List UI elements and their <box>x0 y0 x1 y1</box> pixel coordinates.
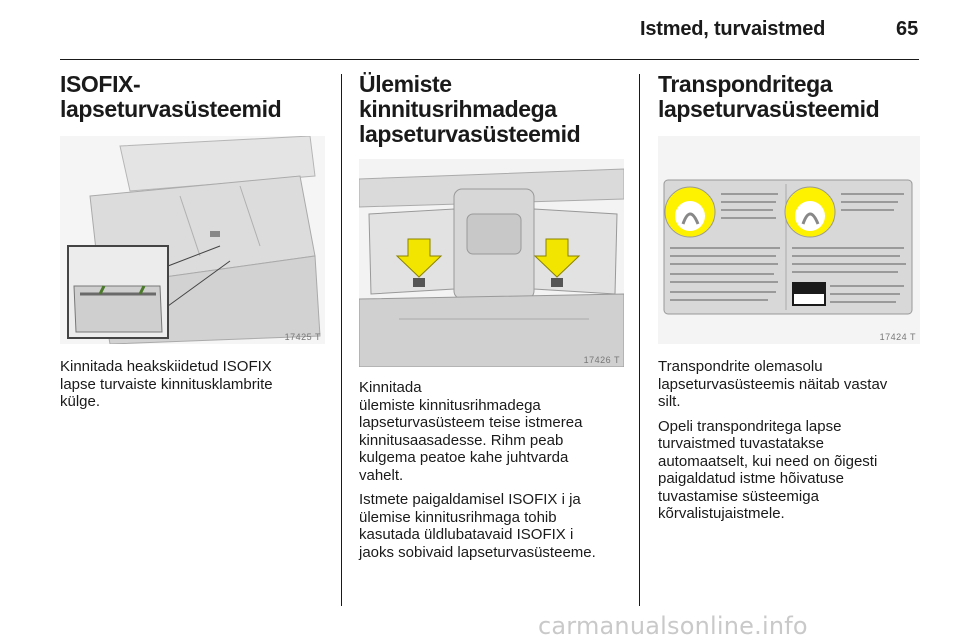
figure-code: 17426 T <box>583 355 620 365</box>
figure-code: 17425 T <box>284 332 321 342</box>
paragraph: Kinnitada ülemiste kinnitusrihmadega lapseturvasüsteem teise istmerea kinnitusaasadesse. Rihm peab kulgema peatoe kahe juhtvarda vahelt. <box>359 379 583 484</box>
column-top-tether <box>359 72 627 568</box>
section-body <box>658 358 926 523</box>
transponder-figure <box>658 136 920 344</box>
paragraph: Transpondrite olemasolu lapseturvasüsteemis näitab vastav silt. <box>658 358 888 410</box>
figure-code: 17424 T <box>879 332 916 342</box>
watermark: carmanualsonline.info <box>538 612 808 640</box>
header-rule <box>60 59 919 60</box>
section-body <box>359 379 627 561</box>
section-heading: Ülemiste kinnitusrihmadega lapseturvasüsteemid <box>359 71 581 147</box>
column-transponder <box>658 72 926 530</box>
column-divider <box>639 74 640 606</box>
paragraph: Istmete paigaldamisel ISOFIX i ja ülemise kinnitusrihmaga tohib kasutada üldlubatavaid ISOFIX i jaoks sobivaid lapseturvasüsteeme. <box>359 491 596 561</box>
paragraph: Kinnitada heakskiidetud ISOFIX lapse turvaiste kinnitusklambrite külge. <box>60 358 273 410</box>
column-isofix <box>60 72 328 418</box>
section-heading: Transpondritega lapseturvasüsteemid <box>658 71 880 122</box>
column-divider <box>341 74 342 606</box>
isofix-figure <box>60 136 325 344</box>
section-heading: ISOFIX- lapseturvasüsteemid <box>60 71 282 122</box>
top-tether-figure <box>359 159 624 367</box>
paragraph: Opeli transpondritega lapse turvaistmed tuvastatakse automaatselt, kui need on õigesti paigaldatud istme hõivatuse tuvastamise süsteemiga kõrvalistujaistmele. <box>658 417 878 522</box>
page-header-title: Istmed, turvaistmed <box>640 18 826 40</box>
section-body <box>60 358 328 411</box>
page-number: 65 <box>896 18 919 40</box>
